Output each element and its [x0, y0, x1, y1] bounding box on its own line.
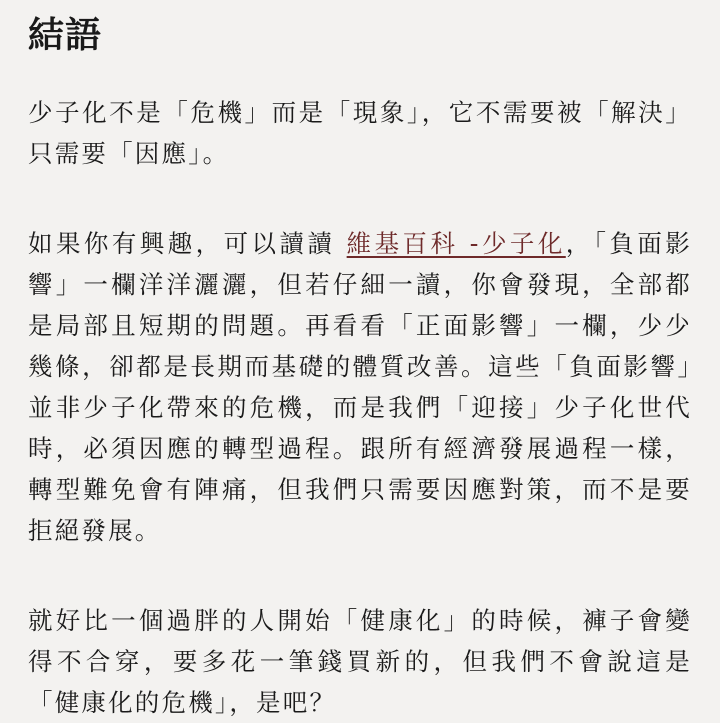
wikipedia-link[interactable]: 維基百科 -少子化	[346, 229, 566, 258]
paragraph-2	[28, 223, 692, 551]
paragraph-2-body: ，「負面影響」一欄洋洋灑灑，但若仔細一讀，你會發現，全部都是局部且短期的問題。再看看「正面影響」一欄，少少幾條，卻都是長期而基礎的體質改善。這些「負面影響」並非少子化帶來的危機，而是我們「迎接」少子化世代時，必須因應的轉型過程。跟所有經濟發展過程一樣，轉型難免會有陣痛，但我們只需要因應對策，而不是要拒絕發展。	[28, 229, 693, 545]
section-heading: 結語	[28, 15, 103, 56]
paragraph-2-intro: 如果你有興趣，可以讀讀	[28, 229, 347, 258]
paragraph-3: 就好比一個過胖的人開始「健康化」的時候，褲子會變得不合穿，要多花一筆錢買新的，但我們不會說這是「健康化的危機」，是吧？	[28, 606, 692, 717]
paragraph-1: 少子化不是「危機」而是「現象」，它不需要被「解決」只需要「因應」。	[28, 98, 692, 168]
